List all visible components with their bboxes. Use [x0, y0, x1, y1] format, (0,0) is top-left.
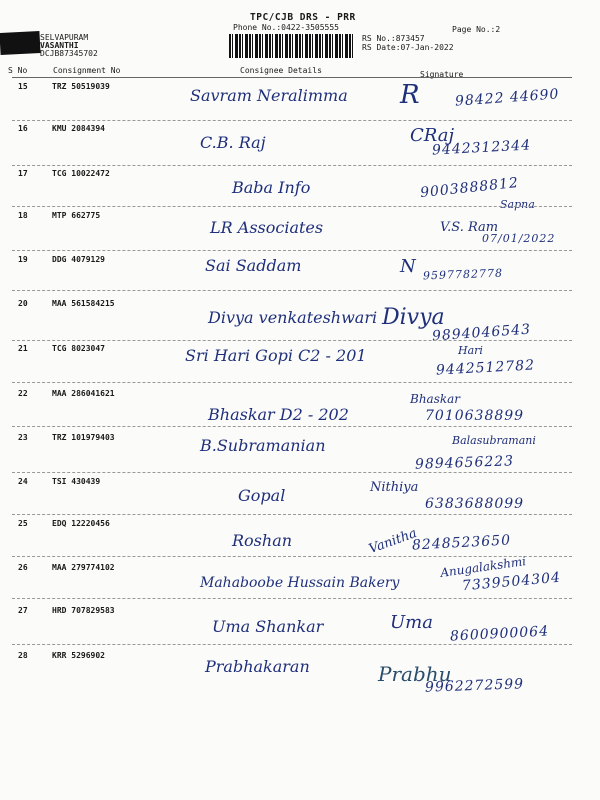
row-consignee: B.Subramanian [200, 436, 326, 455]
row-signature: R [400, 80, 420, 110]
row-phone: 9442312344 [431, 137, 532, 159]
row-signature: Anugalakshmi [439, 554, 527, 580]
row-sno: 28 [18, 651, 28, 660]
area-name: SELVAPURAM [40, 33, 89, 42]
row-consignment: DDG 4079129 [52, 255, 105, 264]
row-divider [12, 340, 572, 341]
row-sno: 25 [18, 519, 28, 528]
row-divider [12, 382, 572, 383]
row-sno: 21 [18, 344, 28, 353]
row-consignment: MTP 662775 [52, 211, 101, 220]
row-consignee: Uma Shankar [212, 617, 324, 636]
row-signature: N [400, 256, 416, 277]
row-sno: 24 [18, 477, 28, 486]
row-signature: Prabhu [378, 662, 452, 686]
row-signature: Uma [390, 612, 433, 633]
row-phone: 9962272599 [424, 676, 525, 696]
row-sno: 19 [18, 255, 28, 264]
row-divider [12, 598, 572, 599]
staff-name: VASANTHI [40, 41, 79, 50]
row-divider [12, 206, 572, 207]
row-consignee: Roshan [232, 531, 293, 550]
row-consignee: Savram Neralimma [190, 86, 348, 105]
row-phone: 9894046543 [431, 321, 532, 345]
row-consignee: Sai Saddam [205, 256, 302, 275]
row-divider [12, 514, 572, 515]
row-signature: Divya [382, 305, 445, 330]
row-phone: 6383688099 [425, 496, 525, 512]
col-signature: Signature [420, 70, 464, 79]
row-signature: Balasubramani [452, 434, 536, 447]
row-phone: 8600900064 [449, 623, 550, 645]
row-consignment: TRZ 101979403 [52, 433, 115, 442]
row-signature: Nithiya [370, 480, 419, 495]
barcode [229, 34, 355, 58]
row-consignee: Bhaskar D2 - 202 [208, 405, 349, 424]
redaction-mark [0, 31, 41, 55]
row-consignment: TRZ 50519039 [52, 82, 110, 91]
col-sno: S No [8, 66, 28, 75]
row-consignee: Divya venkateshwari [208, 308, 378, 327]
row-consignment: MAA 279774102 [52, 563, 115, 572]
row-divider [12, 426, 572, 427]
row-divider [12, 556, 572, 557]
row-consignee: LR Associates [210, 218, 324, 237]
row-phone: 07/01/2022 [482, 232, 556, 245]
row-divider [12, 290, 572, 291]
row-consignment: TCG 8023047 [52, 344, 105, 353]
row-consignment: KRR 5296902 [52, 651, 105, 660]
row-phone: 8248523650 [411, 532, 512, 554]
row-sno: 26 [18, 563, 28, 572]
row-phone: 9894656223 [414, 453, 515, 473]
row-consignment: TSI 430439 [52, 477, 101, 486]
row-consignee: Sri Hari Gopi C2 - 201 [185, 346, 367, 365]
header-divider [12, 77, 572, 78]
rs-number: RS No.:873457 [362, 34, 425, 43]
row-sno: 17 [18, 169, 28, 178]
row-consignment: HRD 707829583 [52, 606, 115, 615]
row-consignment: MAA 286041621 [52, 389, 115, 398]
row-consignee: Mahaboobe Hussain Bakery [200, 575, 400, 591]
row-signature: CRaj [410, 125, 455, 146]
row-divider [12, 165, 572, 166]
row-phone: 7339504304 [461, 569, 562, 595]
row-signature: Bhaskar [410, 392, 461, 406]
row-phone: 9597782778 [422, 266, 504, 283]
row-phone: 7010638899 [425, 408, 525, 424]
row-divider [12, 472, 572, 473]
row-consignment: TCG 10022472 [52, 169, 110, 178]
staff-code: DCJB87345702 [40, 49, 98, 58]
row-signature: Hari [458, 344, 483, 357]
row-consignee: Gopal [238, 486, 286, 505]
row-sno: 22 [18, 389, 28, 398]
row-phone: 98422 44690 [454, 86, 560, 110]
row-signature: Sapna [500, 198, 535, 211]
phone-number: Phone No.:0422-3505555 [233, 23, 339, 32]
row-consignment: KMU 2084394 [52, 124, 105, 133]
row-sno: 18 [18, 211, 28, 220]
page-number: Page No.:2 [452, 25, 501, 34]
row-consignment: MAA 561584215 [52, 299, 115, 308]
row-sno: 15 [18, 82, 28, 91]
col-consignment: Consignment No [53, 66, 121, 75]
row-sno: 27 [18, 606, 28, 615]
rs-date: RS Date:07-Jan-2022 [362, 43, 454, 52]
row-consignee: Prabhakaran [205, 657, 310, 676]
row-signature: V.S. Ram [440, 220, 499, 235]
row-sno: 23 [18, 433, 28, 442]
row-consignee: C.B. Raj [200, 133, 266, 152]
col-consignee: Consignee Details [240, 66, 322, 75]
row-divider [12, 120, 572, 121]
row-phone: 9003888812 [419, 174, 520, 202]
row-phone: 9442512782 [435, 357, 536, 379]
row-sno: 16 [18, 124, 28, 133]
report-title: TPC/CJB DRS - PRR [250, 12, 356, 23]
row-divider [12, 250, 572, 251]
row-consignment: EDQ 12220456 [52, 519, 110, 528]
row-divider [12, 644, 572, 645]
row-sno: 20 [18, 299, 28, 308]
row-consignee: Baba Info [232, 178, 311, 197]
row-signature: Vanitha [366, 525, 419, 558]
